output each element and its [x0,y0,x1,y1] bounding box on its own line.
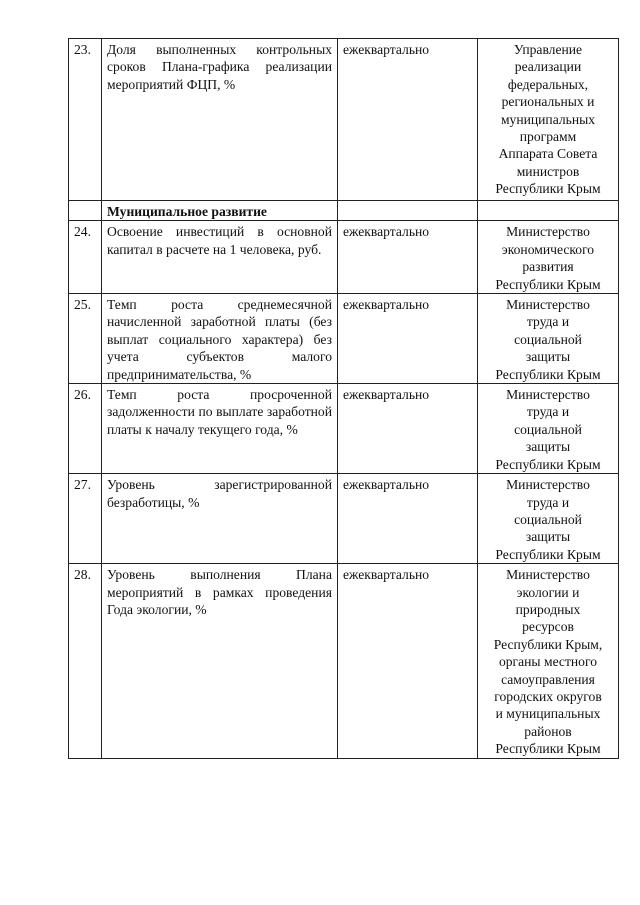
org-line: и муниципальных [495,706,601,722]
indicator-name: Доля выполненных контрольных сроков Плана-графика реализации мероприятий ФЦП, % [102,39,338,201]
section-org-cell [478,201,619,221]
org-line: Республики Крым [495,276,601,292]
org-line: городских округов [494,688,602,704]
org-line: экономического [501,241,595,257]
indicator-name: Темп роста просроченной задолженности по выплате заработной платы к началу текущего года, % [102,384,338,474]
org-line: социальной [514,421,582,437]
org-line: самоуправления [501,671,595,687]
responsible-organization [478,39,619,201]
org-line: труда и [526,404,570,420]
org-line: Республики Крым [495,741,601,757]
table-row [69,474,619,564]
row-number: 23. [69,39,102,201]
org-line: Республики Крым [495,181,601,197]
org-line: социальной [514,331,582,347]
org-line: реализации [514,59,582,75]
responsible-organization [478,474,619,564]
org-line: органы местного [498,654,598,670]
table-body-before-section [69,39,619,201]
table-row [69,294,619,384]
org-line: министров [516,163,580,179]
org-line: экологии и [516,584,580,600]
org-line: районов [524,723,572,739]
row-number: 24. [69,221,102,294]
indicator-name: Уровень зарегистрированной безработицы, % [102,474,338,564]
org-line: труда и [526,314,570,330]
row-number: 28. [69,564,102,758]
table-row [69,564,619,758]
org-line: защиты [525,439,571,455]
indicator-name: Освоение инвестиций в основной капитал в расчете на 1 человека, руб. [102,221,338,294]
responsible-organization [478,564,619,758]
reporting-frequency: ежеквартально [338,39,478,201]
indicator-name: Уровень выполнения Плана мероприятий в рамках проведения Года экологии, % [102,564,338,758]
responsible-organization [478,384,619,474]
section-num-cell [69,201,102,221]
org-line: Управление [513,42,583,57]
row-number: 27. [69,474,102,564]
org-line: Республики Крым, [493,636,603,652]
org-line: защиты [525,529,571,545]
org-line: Республики Крым [495,546,601,562]
org-line: труда и [526,494,570,510]
org-line: защиты [525,349,571,365]
table-row [69,384,619,474]
org-line: Министерство [506,477,590,493]
responsible-organization [478,221,619,294]
responsible-organization [478,294,619,384]
org-line: Министерство [506,297,590,313]
reporting-frequency: ежеквартально [338,294,478,384]
section-header [69,201,619,221]
indicator-name: Темп роста среднемесячной начисленной заработной платы (без выплат социального характера) без учета субъектов малого предпринимательства, % [102,294,338,384]
org-line: природных [515,601,581,617]
org-line: Аппарата Совета [498,146,598,162]
org-line: Республики Крым [495,456,601,472]
org-line: Министерство [506,567,590,583]
row-number: 26. [69,384,102,474]
org-line: Министерство [506,224,590,240]
reporting-frequency: ежеквартально [338,564,478,758]
table-row [69,221,619,294]
reporting-frequency: ежеквартально [338,221,478,294]
org-line: Республики Крым [495,366,601,382]
org-line: программ [519,129,577,145]
row-number: 25. [69,294,102,384]
section-title: Муниципальное развитие [102,201,338,221]
org-line: муниципальных [500,111,596,127]
org-line: региональных и [501,94,595,110]
section-freq-cell [338,201,478,221]
reporting-frequency: ежеквартально [338,474,478,564]
org-line: федеральных, [507,76,589,92]
org-line: развития [522,259,574,275]
table-body-after-section [69,221,619,758]
org-line: Министерство [506,387,590,403]
indicators-table [68,38,619,759]
org-line: социальной [514,511,582,527]
table-row [69,39,619,201]
section-row [69,201,619,221]
reporting-frequency: ежеквартально [338,384,478,474]
org-line: ресурсов [522,619,574,635]
